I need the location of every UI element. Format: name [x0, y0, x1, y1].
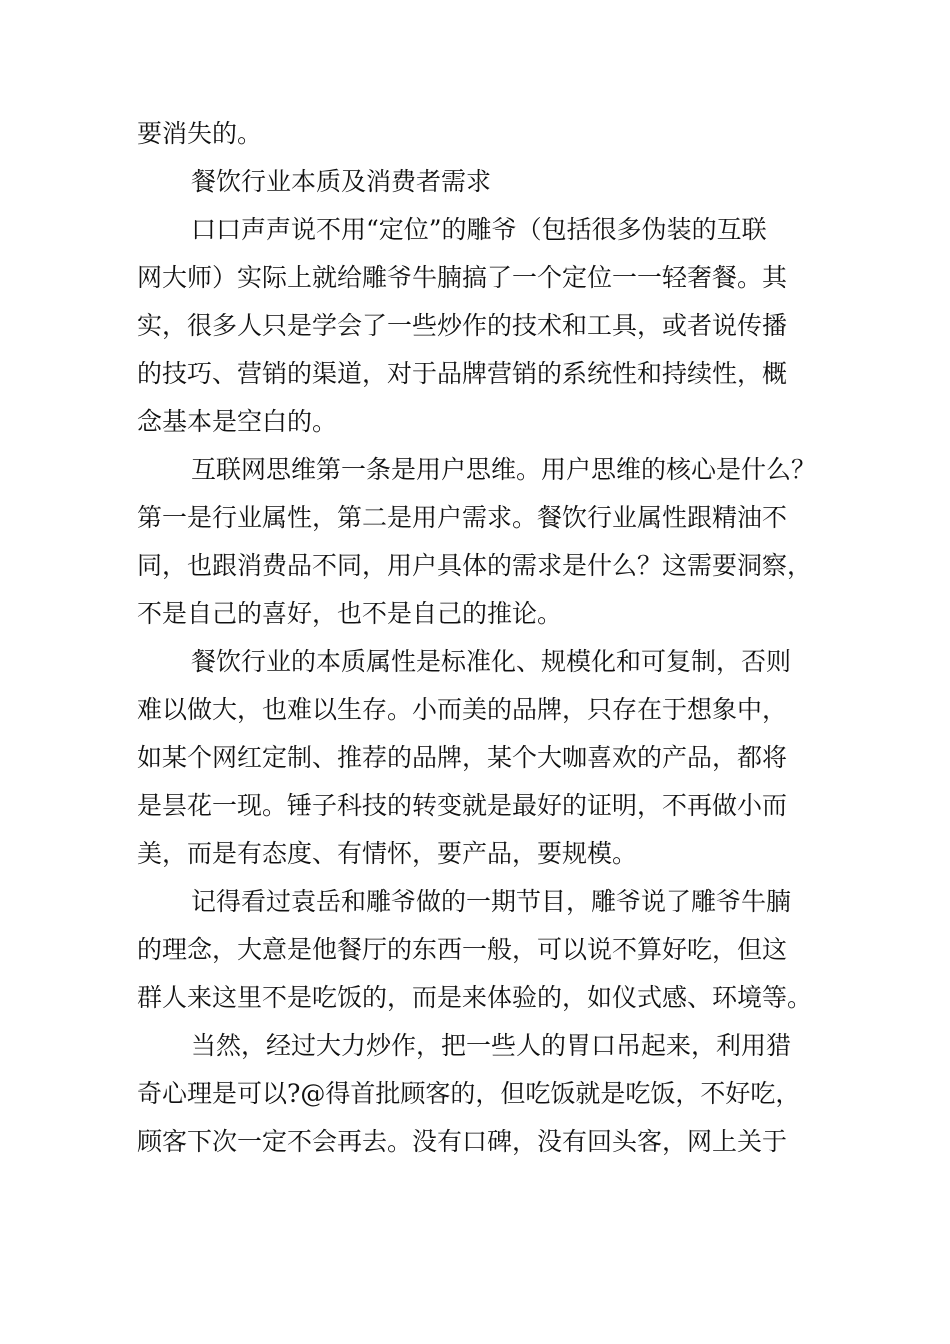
paragraph-first-line: 餐饮行业本质及消费者需求	[191, 167, 492, 196]
paragraph-first-line: 当然，经过大力炒作，把一些人的胃口吊起来，利用猎	[191, 1031, 792, 1060]
paragraph-first-line: 口口声声说不用“定位”的雕爷（包括很多伪装的互联	[191, 215, 767, 244]
paragraph-first-line: 记得看过袁岳和雕爷做的一期节目，雕爷说了雕爷牛腩	[191, 887, 792, 916]
text-line: 的技巧、营销的渠道，对于品牌营销的系统性和持续性，概	[137, 359, 788, 388]
text-line: 念基本是空白的。	[137, 407, 338, 436]
document-body	[137, 110, 827, 1166]
text-line: 要消失的。	[137, 119, 263, 148]
text-line: 美，而是有态度、有情怀，要产品，要规模。	[137, 839, 638, 868]
paragraph-first-line: 互联网思维第一条是用户思维。用户思维的核心是什么？	[191, 455, 817, 484]
text-line: 群人来这里不是吃饭的，而是来体验的，如仪式感、环境等。	[137, 983, 813, 1012]
text-line: 不是自己的喜好，也不是自己的推论。	[137, 599, 563, 628]
text-line: 奇心理是可以?@得首批顾客的，但吃饭就是吃饭，不好吃，	[137, 1079, 801, 1108]
text-line: 难以做大，也难以生存。小而美的品牌，只存在于想象中，	[137, 695, 788, 724]
text-line: 实，很多人只是学会了一些炒作的技术和工具，或者说传播	[137, 311, 788, 340]
text-line: 是昙花一现。锤子科技的转变就是最好的证明，不再做小而	[137, 791, 788, 820]
text-line: 第一是行业属性，第二是用户需求。餐饮行业属性跟精油不	[137, 503, 788, 532]
text-line: 网大师）实际上就给雕爷牛腩搞了一个定位一一轻奢餐。其	[137, 263, 788, 292]
text-line: 如某个网红定制、推荐的品牌，某个大咖喜欢的产品，都将	[137, 743, 788, 772]
text-line: 同，也跟消费品不同，用户具体的需求是什么？这需要洞察，	[137, 551, 813, 580]
text-line: 的理念，大意是他餐厅的东西一般，可以说不算好吃，但这	[137, 935, 788, 964]
text-line: 顾客下次一定不会再去。没有口碑，没有回头客，网上关于	[137, 1127, 788, 1156]
paragraph-first-line: 餐饮行业的本质属性是标准化、规模化和可复制，否则	[191, 647, 792, 676]
